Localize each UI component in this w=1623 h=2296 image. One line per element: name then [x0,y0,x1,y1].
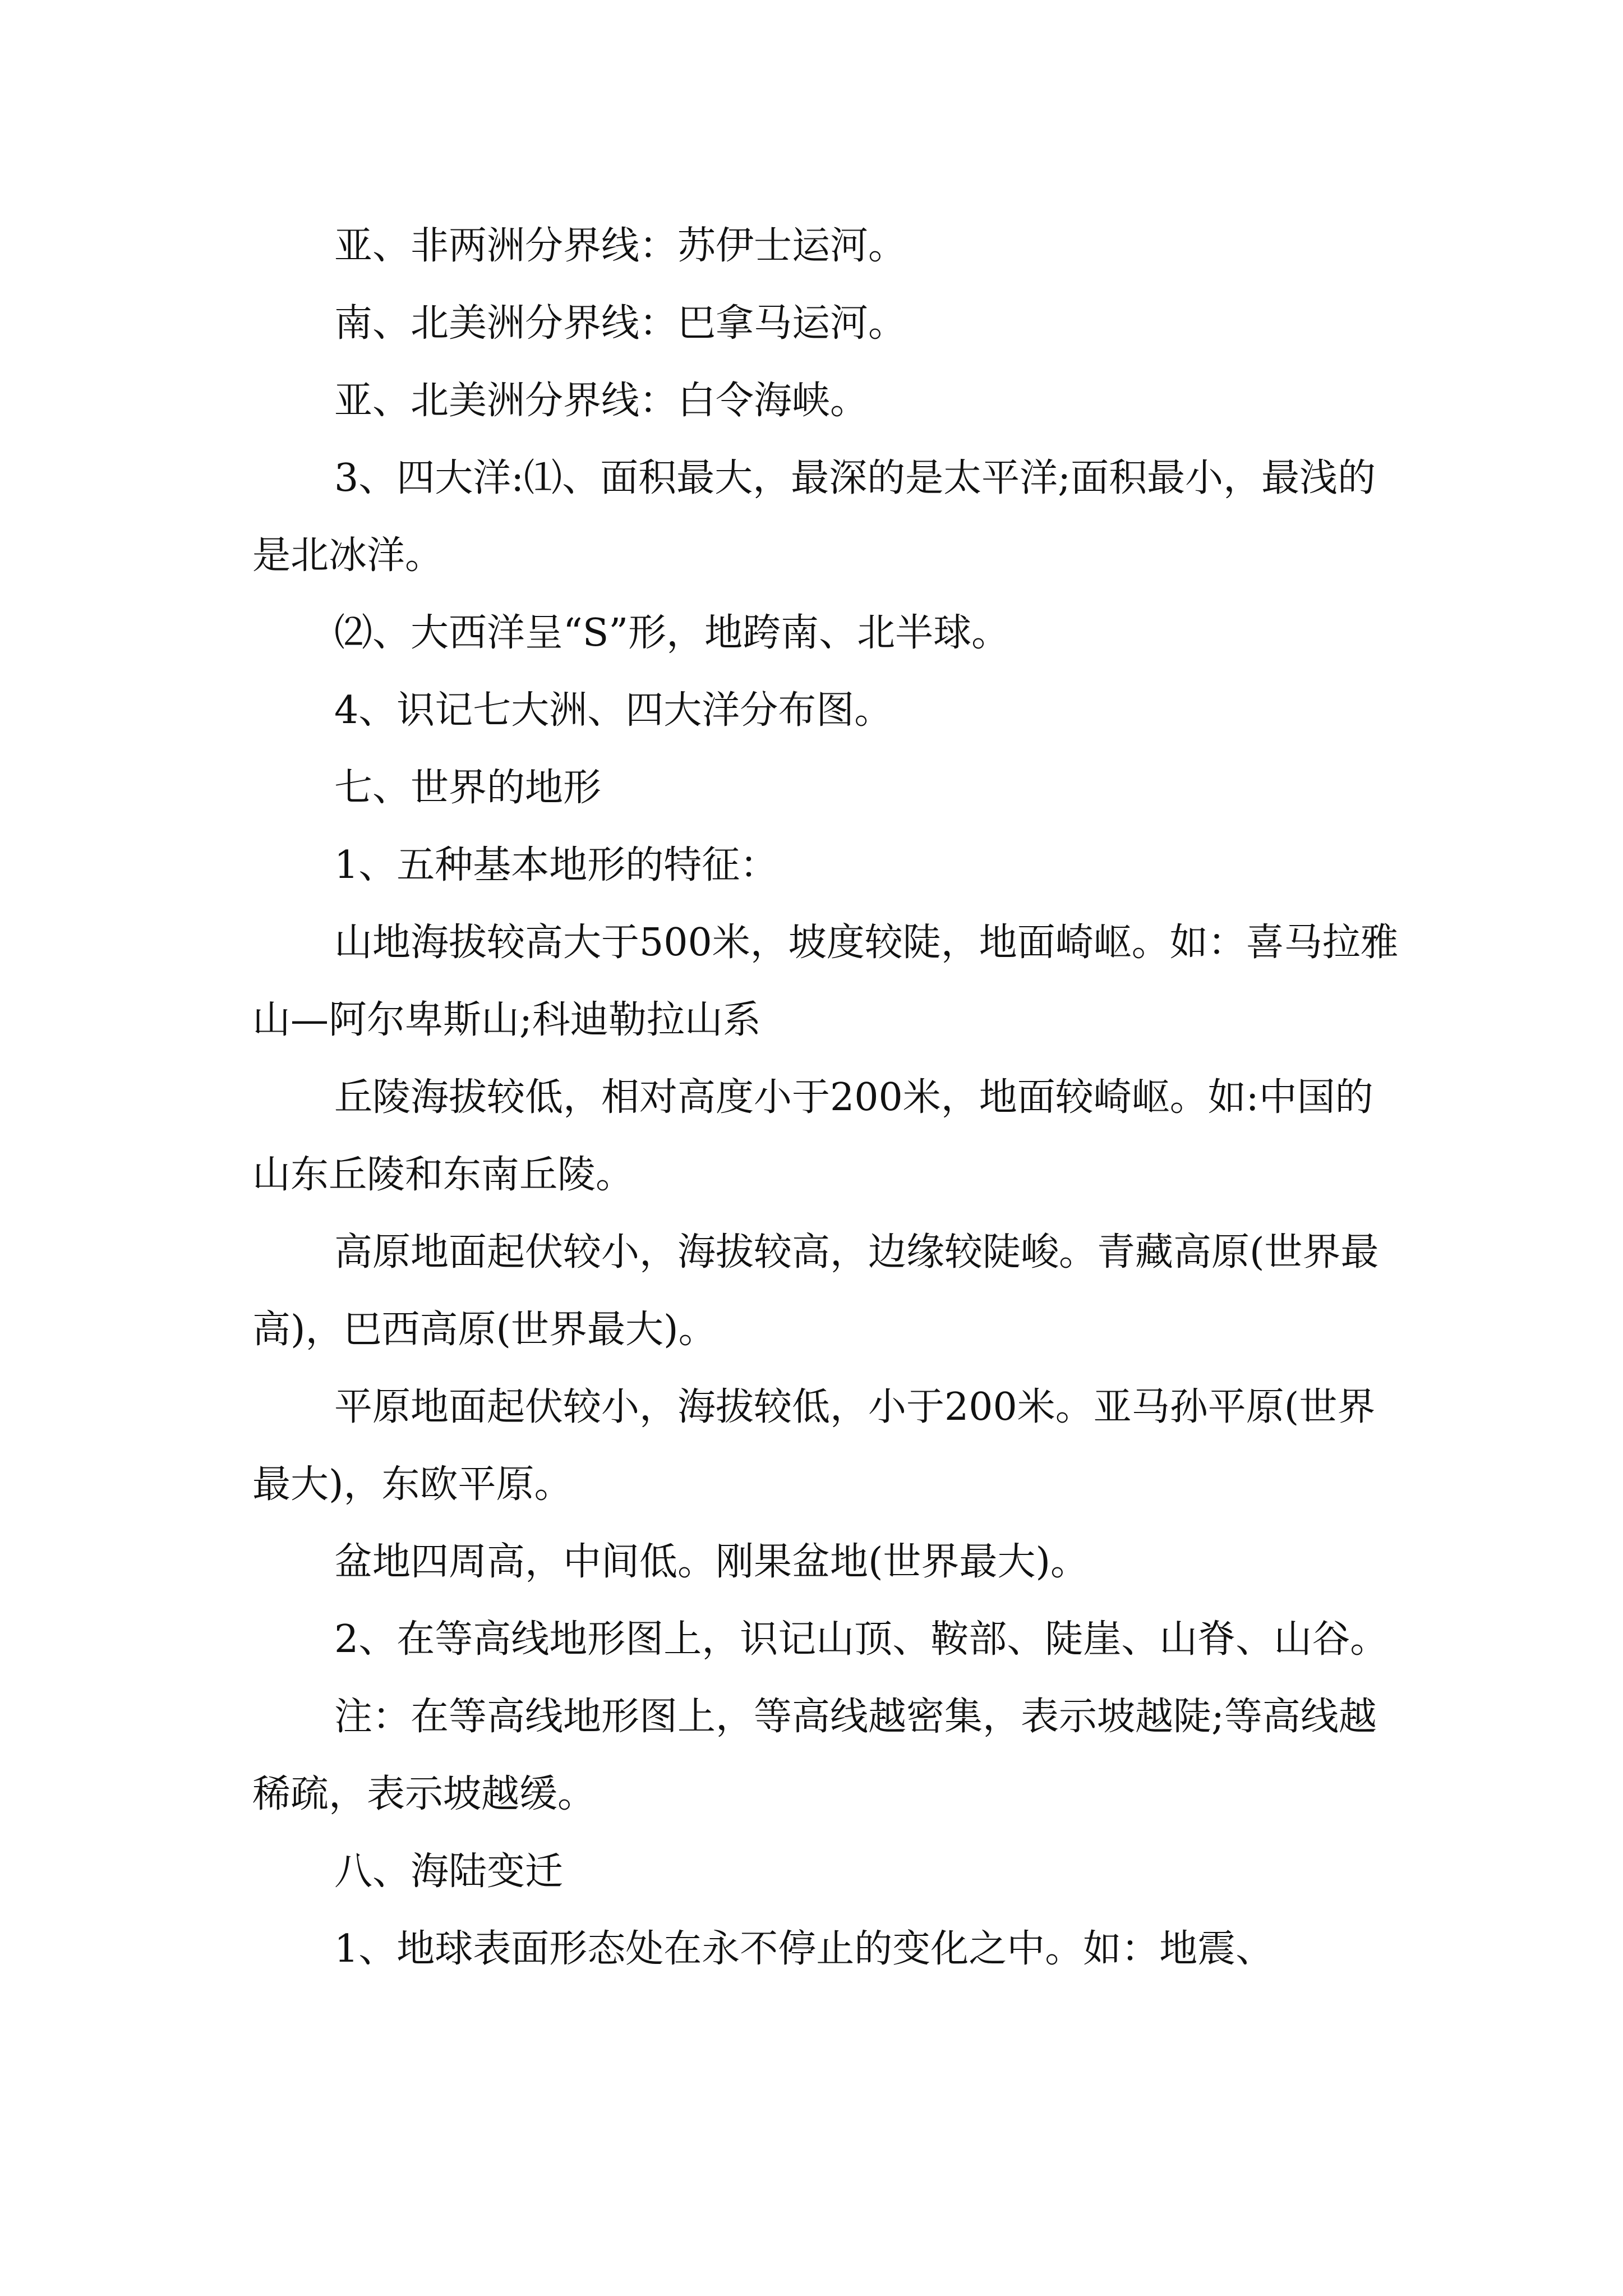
section-heading-world-terrain: 七、世界的地形 [334,766,602,810]
paragraph-mountains: 山地海拔较高大于500米，坡度较陡，地面崎岖。如：喜马拉雅山—阿尔卑斯山;科迪勒拉山系 [252,921,1399,1042]
paragraph-map-memorize: 4、识记七大洲、四大洋分布图。 [334,688,893,733]
paragraph-americas-boundary: 南、北美洲分界线：巴拿马运河。 [334,301,907,346]
paragraph-terrain-types: 1、五种基本地形的特征： [334,843,778,887]
paragraph-surface-changes: 1、地球表面形态处在永不停止的变化之中。如：地震、 [334,1927,1274,1971]
paragraph-asia-africa-boundary: 亚、非两洲分界线：苏伊士运河。 [334,224,907,268]
section-heading-sea-land-changes: 八、海陆变迁 [334,1849,564,1894]
paragraph-plains: 平原地面起伏较小，海拔较低，小于200米。亚马孙平原(世界最大)，东欧平原。 [252,1385,1376,1507]
paragraph-atlantic: ⑵、大西洋呈“S”形，地跨南、北半球。 [334,611,1010,655]
paragraph-basins: 盆地四周高，中间低。刚果盆地(世界最大)。 [334,1540,1089,1584]
paragraph-four-oceans: 3、四大洋:⑴、面积最大，最深的是太平洋;面积最小，最浅的是北冰洋。 [252,456,1376,578]
paragraph-asia-north-america-boundary: 亚、北美洲分界线：白令海峡。 [334,379,869,423]
document-body [252,208,1402,1988]
paragraph-contour-map: 2、在等高线地形图上，识记山顶、鞍部、陡崖、山脊、山谷。 [334,1617,1389,1662]
paragraph-hills: 丘陵海拔较低，相对高度小于200米，地面较崎岖。如:中国的山东丘陵和东南丘陵。 [252,1075,1373,1197]
paragraph-plateaus: 高原地面起伏较小，海拔较高，边缘较陡峻。青藏高原(世界最高)，巴西高原(世界最大)。 [252,1230,1379,1352]
paragraph-contour-note: 注：在等高线地形图上，等高线越密集，表示坡越陡;等高线越稀疏，表示坡越缓。 [252,1695,1377,1816]
